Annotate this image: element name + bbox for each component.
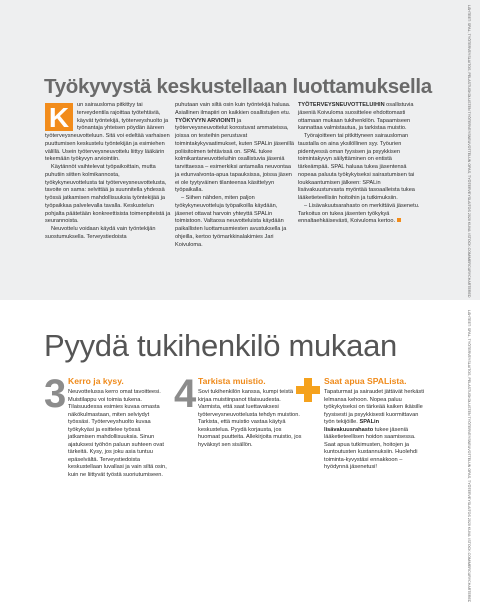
tip-body: Neuvottelussa kerro omat tavoitteesi. Muistilappu voi toimia tukena. Tilaisuudessa esimies kuvaa omasta näkökulmastaan, miten selviydyt työssäsi. Työterveyshuolto kuvaa työkykyäsi ja esittelee työssä jatkamisen mahdollisuuksia. Sinun ajatuksesi työhön paluun suhteen ovat tärkeitä. Kysy, jos joku asia tuntuu epäselvältä. Terveystiedoista keskustellaan luvallasi ja vain siltä osin, kuin ne liittyvät työstä suoriutumiseen.	[68, 389, 167, 479]
article-title: Työkyvystä keskustellaan luottamuksella	[44, 75, 432, 98]
article-paragraph: – Siihen nähden, miten paljon työkykyneuvotteluja työpaikoilla käydään, jäsenet ottavat harvoin yhteyttä SPALin toimistoon. Valtaosa neuvotteluista käydään paikallisten luottamusmiesten avustuksella ja ohjeilla, kertoo työmarkkinalakimies Jari Koivuloma.	[175, 195, 287, 248]
paragraph-text: – Lisävakuutsarahasto on merkittävä jäsenetu. Tarkoitus on tukea jäsenten työkykyä ennaltaehkäisevästi, Koivuloma kertoo.	[298, 202, 420, 225]
article-column-2	[175, 102, 294, 249]
tip-title: Tarkista muistio.	[198, 376, 266, 386]
dropcap: K	[45, 103, 73, 131]
tip-title: Saat apua SPALista.	[324, 376, 407, 386]
tip-text: tukee jäseniä lääketieteellisen hoidon saamisessa. Saat apua tutkimusten, hoitojen ja kuntoutusten kustannuksiin. Huolehdi toiminta-kyvystäsi ennakkoon – hyödynnä jäsenetusi!	[324, 426, 418, 471]
tip-number: 4	[174, 372, 197, 416]
paragraph-text: un sairausloma pitkittyy tai terveydentila rajoittaa työtehtäviä, käyvät työntekijä, työterveyshuolto ja työnantaja yhteisen pöydän ääreen työterveysneuvotteluun. Sitä voi edeltää varhaisen puuttumisen keskustelu työntekijän ja esimiehen välillä. Usein työterveysneuvottelu liittyy lääkärin tekemään työkyvyn arviointiin.	[45, 102, 170, 163]
article-column-1	[45, 102, 171, 242]
plus-icon	[296, 378, 320, 402]
source-credit-text: LÄHTEET: SPAL, TYÖTERVEYSLAITOS, PELASTUSKOLUSTEN TYÖTERVEYSNEUVOTTELUN OPAS, TYÖTERVEYSLAITOS 2020 KUVA: ISTOCK.COM/MERCURYCHARTERED	[467, 5, 471, 298]
tip-number: 3	[44, 372, 67, 416]
end-mark-icon	[397, 218, 401, 222]
article-column-3	[298, 102, 420, 226]
tip-emphasis: SPALin lisävakuusrahasto	[324, 419, 380, 433]
section-title: Pyydä tukihenkilö mukaan	[44, 328, 397, 363]
article-paragraph	[175, 118, 294, 196]
footer-credit	[465, 310, 475, 602]
paragraph-text: osallistuvia jäseniä Koivuloma suosittelee ehdottomasti ottamaan mukaan tukihenkilön. Tapaamiseen kannattaa valmistautua, ja tarkistaa muistio.	[298, 102, 414, 132]
tip-body: Sovi tukihenkilön kanssa, kumpi teistä kirjaa muistiinpanot tilaisuudesta. Varmista, että saat luettavaksesi työterveysneuvottelusta tehdyn muistion. Tarkista, että muistio vastaa käytyä keskustelua. Pyydä korjausta, jos huomaat puutteita. Allekirjoita muistio, jos hyväksyt sen sisällön.	[198, 389, 302, 448]
article-paragraph	[298, 203, 420, 226]
lead-in: TYÖKYVYN ARVIOINTI	[175, 117, 236, 124]
footer-credit-text: LÄHTEET: SPAL, TYÖTERVEYSLAITOS, PELASTUSKOLUSTEN TYÖTERVEYSNEUVOTTELUN OPAS, TYÖTERVEYSLAITOS 2020 KUVA: ISTOCK.COM/MERCURYCHARTERED	[467, 310, 471, 602]
paragraph-text: ja työterveysneuvottelut korostuvat ammateissa, joissa on testeihin perustuvat toimintakykyvaatimukset, kuten SPALin jäsenillä poliisitoimen tehtävissä on. SPAL tukee kolmikantaneuvotteluihin osallistuvia jäseniä tarvittaessa – esimerkiksi antamalla neuvontaa ja edunvalvonta-apua tapauksissa, joissa jäsen ei ole tyytyväinen tilanteensa käsittelyyn työpaikalla.	[175, 117, 294, 194]
article-paragraph	[298, 102, 420, 133]
article-paragraph: Työrajoitteen tai pitkittyneen sairausloman taustalla on aina yksilöllinen syy. Työurien pidentyessä oman fyysisen ja psyykkisen toimintakyvyn säilyttäminen on entistä tärkeämpää. SPAL haluaa tukea jäsentensä nopeaa paluuta työkykyiseksi sairastumisen tai loukkaantumisen jälkeen: SPALin lisävakuusturvasta myöntää tasoaalleista tukea lääketieteellisiin hoitoihin ja tutkimuksiin.	[298, 133, 415, 201]
lead-in: TYÖTERVEYSNEUVOTTELUIHIN	[298, 102, 385, 108]
article-paragraph: Neuvottelu voidaan käydä vain työntekijän suostumuksella. Terveystiedoista	[45, 226, 156, 240]
article-paragraph: puhutaan vain siltä osin kuin työntekijä haluaa. Asiallinen ilmapiiri on kaikkien osallistujien etu.	[175, 102, 291, 116]
article-paragraph	[45, 102, 171, 164]
tip-body	[324, 389, 428, 472]
article-paragraph: Käytännöt vaihtelevat työpaikoittain, mutta puhutiin siitten kolmikannosta, työkykyneuvottelusta tai työterveysneuvottelusta, tavoite on sama: selvittää ja suunnitella yhdessä työssä jatkamisen mahdollisuuksia työntekijää ja työpaikkaa palvelevalla tavalla. Keskustelun pohjalta päätetään konkreettisista toimenpiteistä ja seurannoista.	[45, 164, 171, 225]
tip-text: Tapaturmat ja sairaudet jättävät herkästi lelmansa kehoon. Nopea paluu työkykyiseksi on tärkeää kaiken ikäisille fyysisesti ja psyykkisesti kuormittavan työn tekijöille.	[324, 389, 425, 426]
source-credit	[465, 5, 475, 305]
tip-title: Kerro ja kysy.	[68, 376, 124, 386]
